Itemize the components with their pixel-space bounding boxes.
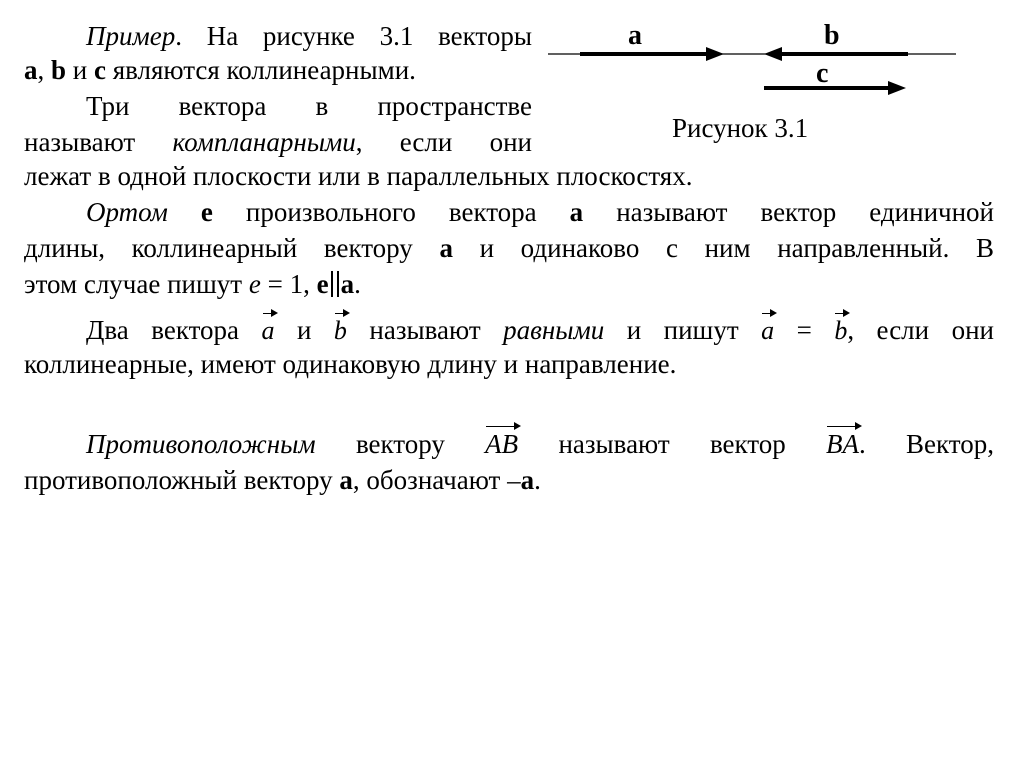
- para3-text-end: называют вектор единичной: [583, 197, 994, 227]
- para2-line3: лежат в одной плоскости или в параллельных плоскостях.: [24, 161, 693, 191]
- para1-line2: [24, 54, 532, 86]
- para5-text2: противоположный вектору: [24, 465, 340, 495]
- para4-text-end: , если они: [847, 315, 994, 345]
- formula-eq: = 1,: [260, 269, 317, 299]
- coplanar-term: компланарными: [172, 127, 356, 157]
- para4-text: Два вектора: [86, 315, 262, 345]
- para5-line2: [24, 464, 541, 496]
- formula-e-vector: e: [316, 269, 329, 299]
- label-b: b: [824, 20, 840, 51]
- opposite-term: Противоположным: [86, 429, 316, 459]
- vector-ba-arrow: BA: [826, 429, 860, 459]
- collinear-vectors-diagram: [548, 22, 968, 112]
- and-word: и: [274, 315, 334, 345]
- para4-line2: коллинеарные, имеют одинаковую длину и направление.: [24, 349, 677, 379]
- vector-b-arrow: b: [333, 316, 347, 345]
- vector-minus-a: a: [520, 465, 535, 495]
- equal-term: равными: [503, 315, 605, 345]
- label-c: c: [816, 58, 829, 89]
- vector-b: b: [51, 55, 67, 85]
- para1-line1: [24, 20, 532, 52]
- eq-sign: =: [774, 315, 835, 345]
- eq-b-arrow: b: [834, 316, 848, 345]
- parallel-sign: [331, 271, 339, 297]
- para4-text-mid: называют: [346, 315, 504, 345]
- para3-line1: [24, 196, 994, 228]
- para4-line1: [24, 314, 994, 347]
- para3-text2-end: и одинаково с ним направленный. В: [452, 233, 994, 263]
- formula-dot: .: [354, 269, 361, 299]
- label-a: a: [628, 20, 642, 51]
- comma: ,: [37, 55, 45, 85]
- example-label: Пример: [86, 21, 176, 51]
- arrow-a-head: [706, 47, 724, 61]
- para5-line1: [24, 428, 994, 460]
- para5-text2-mid: , обозначают –: [352, 465, 521, 495]
- para5-text-mid: называют вектор: [518, 429, 827, 459]
- para1-text: . На рисунке 3.1 векторы: [175, 21, 532, 51]
- vector-c: c: [93, 55, 106, 85]
- vector-a: a: [339, 465, 353, 495]
- para2-line1: Три вектора в пространстве: [86, 91, 532, 121]
- para3-text2: длины, коллинеарный вектору: [24, 233, 440, 263]
- para3-line2: [24, 232, 994, 264]
- para3-line3: [24, 268, 361, 300]
- para5-text: вектору: [315, 429, 486, 459]
- para3-text: произвольного вектора: [212, 197, 570, 227]
- para4-text-mid2: и пишут: [604, 315, 762, 345]
- formula-a-vector: a: [340, 269, 355, 299]
- eq-a-arrow: a: [761, 316, 775, 345]
- vector-e: e: [200, 197, 213, 227]
- vector-a: a: [24, 55, 38, 85]
- arrow-b-head: [764, 47, 782, 61]
- and-word: и: [66, 55, 94, 85]
- vector-a-arrow: a: [261, 316, 275, 345]
- ort-term: Ортом: [86, 197, 168, 227]
- para2-line2: [24, 126, 532, 158]
- para3-text3: этом случае пишут: [24, 269, 249, 299]
- para1-text-end: являются коллинеарными.: [105, 55, 416, 85]
- para2-text: называют: [24, 127, 173, 157]
- para5-text-end: . Вектор,: [859, 429, 994, 459]
- vector-a: a: [569, 197, 584, 227]
- figure-caption: Рисунок 3.1: [672, 113, 809, 143]
- vector-a: a: [439, 233, 453, 263]
- formula-e-modulus: e: [248, 269, 261, 299]
- arrow-c-head: [888, 81, 906, 95]
- vector-ab-arrow: AB: [485, 429, 519, 459]
- para2-text-end: , если они: [355, 127, 532, 157]
- para5-text2-end: .: [534, 465, 541, 495]
